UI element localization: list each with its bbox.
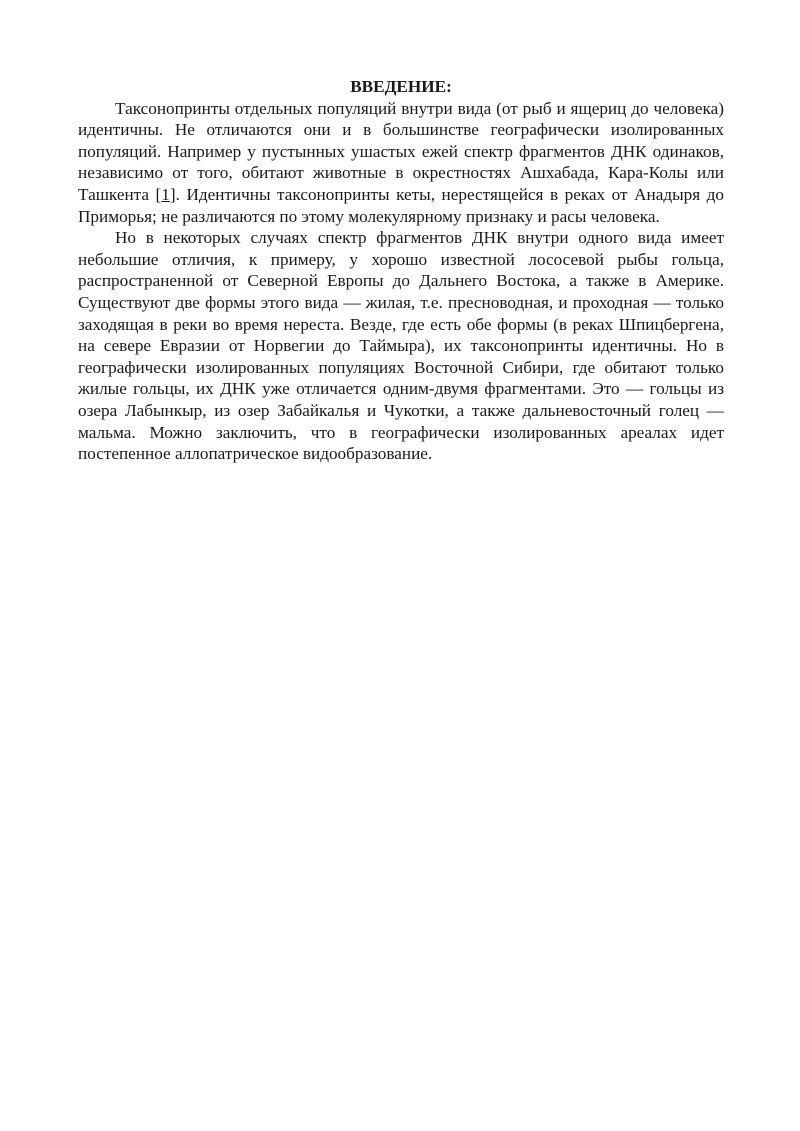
paragraph-1 bbox=[78, 98, 724, 228]
paragraph-1-text-start: Таксонопринты отдельных популяций внутри вида (от рыб и ящериц до человека) идентичны. Не отличаются они и в большинстве географически изолированных популяций. Например у пустынных ушастых ежей спектр фрагментов ДНК одинаков, независимо от того, обитают животные в окрестностях Ашхабада, Кара-Колы или Ташкента [ bbox=[78, 98, 724, 204]
reference-link-1[interactable]: 1 bbox=[161, 184, 170, 204]
section-heading: ВВЕДЕНИЕ: bbox=[350, 77, 452, 96]
paragraph-2: Но в некоторых случаях спектр фрагментов ДНК внутри одного вида имеет небольшие отличия, к примеру, у хорошо известной лососевой рыбы гольца, распространенной от Северной Европы до Дальнего Востока, а также в Америке. Существуют две формы этого вида — жилая, т.е. пресноводная, и проходная — только заходящая в реки во время нереста. Везде, где есть обе формы (в реках Шпицбергена, на севере Евразии от Норвегии до Таймыра), их таксонопринты идентичны. Но в географически изолированных популяциях Восточной Сибири, где обитают только жилые гольцы, их ДНК уже отличается одним-двумя фрагментами. Это — гольцы из озера Лабынкыр, из озер Забайкалья и Чукотки, а также дальневосточный голец — мальма. Можно заключить, что в географически изолированных ареалах идет постепенное аллопатрическое видообразование. bbox=[78, 228, 724, 464]
paragraph-1-text-end: ]. Идентичны таксонопринты кеты, нерестящейся в реках от Анадыря до Приморья; не различаются по этому молекулярному признаку и расы человека. bbox=[78, 184, 724, 226]
document-page bbox=[78, 76, 724, 465]
